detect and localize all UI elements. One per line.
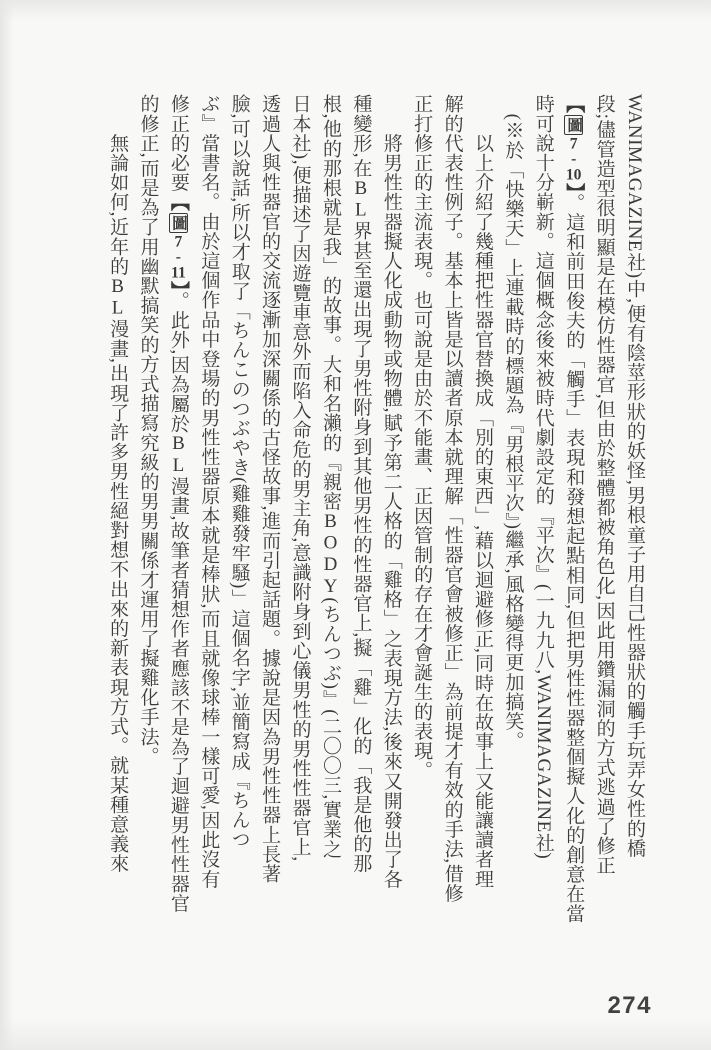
upright-latin-segment: BL (107, 275, 129, 319)
text-segment: 透過人與性器官的交流逐漸加深關係的古怪故事,進而引起話題。據說是因為男性性器上長著 (259, 94, 281, 884)
page-number: 274 (607, 992, 652, 1019)
text-segment: 根,他的那根就是我」的故事。大和名瀨的『親密 (319, 94, 341, 511)
upright-latin-segment: BL (167, 433, 189, 477)
text-column-16 (163, 94, 193, 936)
text-column-6 (467, 94, 497, 936)
text-segment: ぶ』當書名。由於這個作品中登場的男性性器原本就是棒狀,而且就像球棒一樣可愛,因此沒有 (198, 94, 220, 889)
text-column-17 (132, 94, 162, 936)
text-column-12 (284, 94, 314, 936)
text-column-14 (223, 94, 253, 936)
figref-bracket-segment: 【 (563, 94, 585, 114)
upright-latin-segment: BL (350, 177, 372, 221)
text-segment: 段;儘管造型很明顯是在模仿性器官,但由於整體都被角色化,因此用鑽漏洞的方式逃過了修正 (593, 94, 615, 875)
text-column-3 (558, 94, 588, 936)
figref-boxed-char-segment: 圖 (169, 214, 187, 231)
text-segment: 漫畫,故筆者猜想作者應該不是為了迴避男性性器官 (167, 476, 189, 913)
figref-boxed-char-segment: 圖 (565, 116, 583, 133)
figref-bracket-segment: 】 (563, 182, 585, 193)
text-segment: 將男性性器擬人化成動物或物體,賦予第二人格的「雞格」之表現方法,後來又開發出了各 (380, 94, 402, 889)
text-column-10 (345, 94, 375, 936)
text-column-11 (315, 94, 345, 936)
text-segment: (ちんつぶ)』(二〇〇三,實業之 (319, 597, 341, 859)
text-segment: WANIMAGAZINE社)中,便有陰莖形狀的妖怪,男根童子用自己性器狀的觸手玩弄女性的橋 (624, 94, 645, 858)
text-column-1 (619, 94, 649, 936)
text-column-15 (193, 94, 223, 936)
text-segment: 修正的必要 (167, 94, 189, 192)
text-column-13 (254, 94, 284, 936)
figref-number-segment: 10 (565, 166, 582, 183)
text-segment: 界甚至還出現了男性附身到其他男性的性器官上,擬「雞」化的「我是他的那 (350, 220, 372, 874)
vertical-text-block (99, 94, 649, 936)
figref-bracket-segment: 【 (167, 192, 189, 212)
text-segment: (※於「快樂天」上連載時的標題為『男根平次』)繼承,風格變得更加搞笑。 (502, 94, 524, 751)
text-segment: 解的代表性例子。基本上皆是以讀者原本就理解「性器官會被修正」為前提才有效的手法,借修 (441, 94, 463, 903)
text-column-5 (497, 94, 527, 936)
text-segment: 以上介紹了幾種把性器官替換成「別的東西」,藉以迴避修正,同時在故事上又能讓讀者理 (471, 94, 493, 889)
text-column-2 (588, 94, 618, 936)
figref-number-segment: - (175, 249, 181, 265)
text-segment: 的修正,而是為了用幽默搞笑的方式描寫究級的男男關係才運用了擬雞化手法。 (137, 94, 159, 766)
text-segment: 無論如何,近年的 (107, 94, 129, 276)
text-column-8 (406, 94, 436, 936)
text-segment: 正打修正的主流表現。也可說是由於不能畫、正因管制的存在才會誕生的表現。 (411, 94, 433, 780)
text-segment: 時可說十分嶄新。這個概念後來被時代劇設定的『平次』(一九九八,WANIMAGAZINE社) (532, 94, 554, 860)
text-segment: 漫畫,出現了許多男性絕對想不出來的新表現方式。就某種意義來 (107, 318, 129, 874)
upright-latin-segment: BODY (319, 510, 341, 598)
text-column-18 (102, 94, 132, 936)
figref-number-segment: 7 (174, 233, 183, 250)
figref-number-segment: 11 (171, 264, 186, 281)
figref-number-segment: - (571, 151, 577, 167)
text-column-4 (527, 94, 557, 936)
figref-number-segment: 7 (569, 135, 578, 152)
text-column-9 (375, 94, 405, 936)
text-segment: 。這和前田俊夫的「觸手」表現和發想起點相同,但把男性性器整個擬人化的創意在當 (563, 192, 585, 924)
figref-bracket-segment: 】 (167, 280, 189, 291)
text-segment: 日本社),便描述了因遊覽車意外而陷入命危的男主角,意識附身到心儀男性的男性性器官上, (289, 94, 311, 862)
text-segment: 臉,可以說話,所以才取了「ちんこのつぶやき(雞雞發牢騷)」這個名字,並簡寫成『ちんつ (228, 94, 250, 850)
text-column-7 (436, 94, 466, 936)
text-segment: 。此外,因為屬於 (167, 290, 189, 434)
text-segment: 種變形,在 (350, 94, 372, 178)
